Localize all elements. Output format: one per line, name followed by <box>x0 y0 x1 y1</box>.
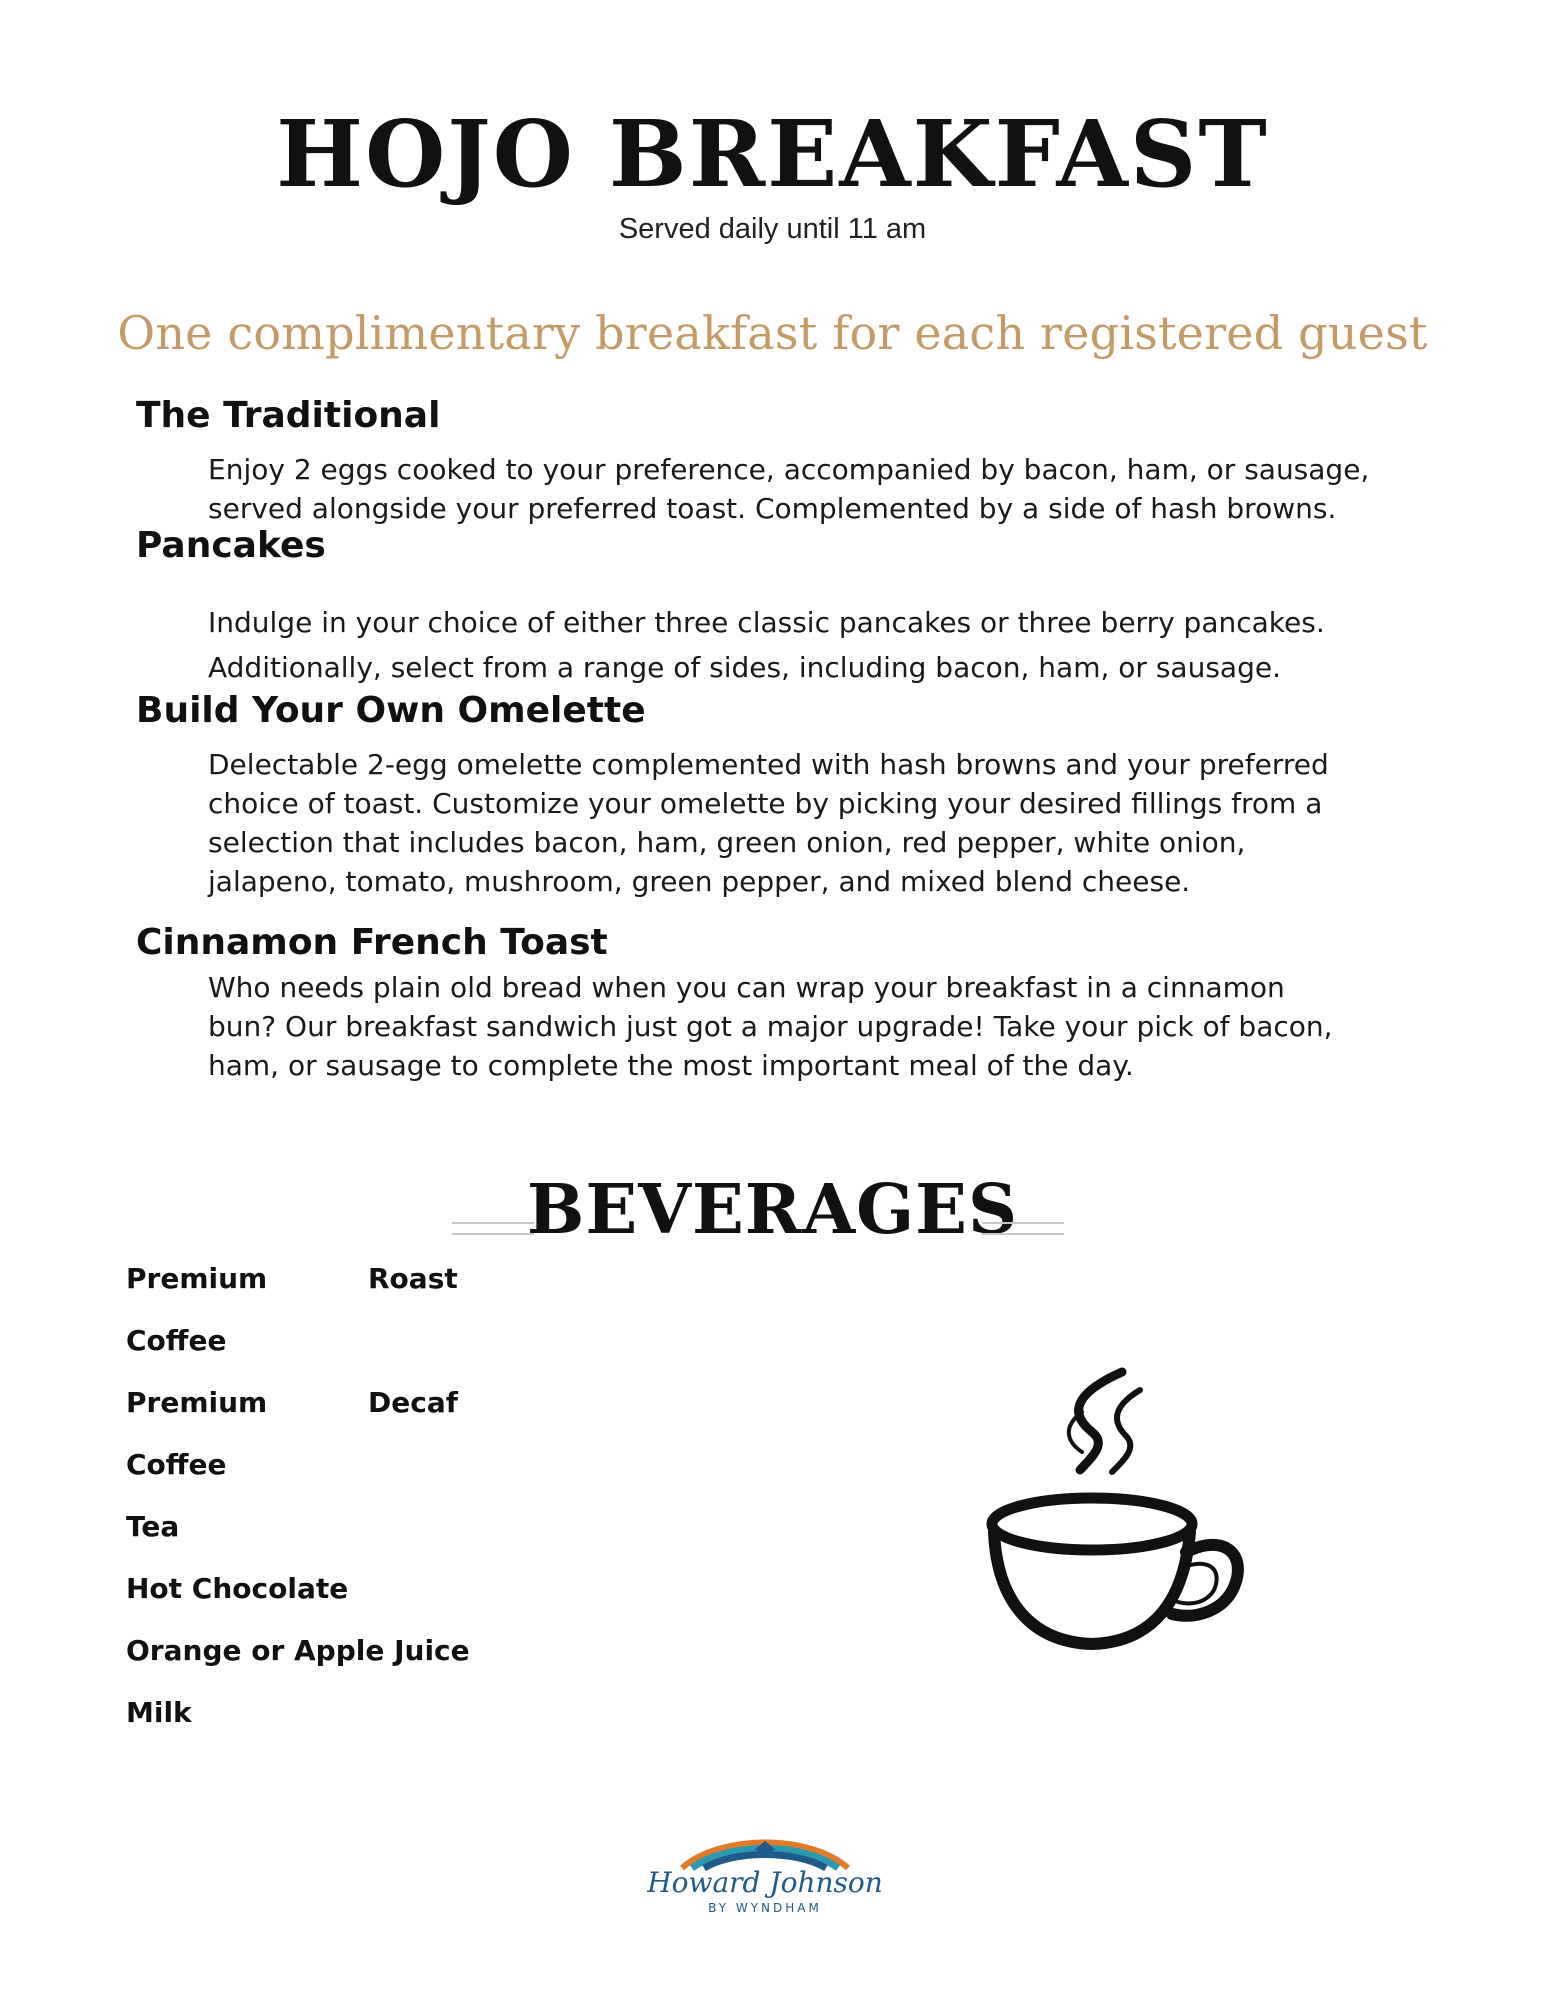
beverage-item: Coffee <box>126 1448 227 1481</box>
complimentary-tagline: One complimentary breakfast for each registered guest <box>117 306 1428 360</box>
beverages-title: BEVERAGES <box>526 1170 1019 1250</box>
menu-item-desc-pancakes <box>208 600 1408 690</box>
menu-item-title-traditional: The Traditional <box>136 395 441 436</box>
svg-text:Howard Johnson: Howard Johnson <box>647 1866 883 1899</box>
beverages-rule-right <box>982 1222 1064 1235</box>
menu-item-title-pancakes: Pancakes <box>136 525 326 566</box>
beverage-item-suffix: Decaf <box>368 1386 458 1419</box>
beverage-item: Hot Chocolate <box>126 1572 349 1605</box>
beverage-item: Milk <box>126 1696 192 1729</box>
desc-line: choice of toast. Customize your omelette by picking your desired fillings from a <box>208 787 1323 820</box>
beverage-item: Premium <box>126 1262 268 1295</box>
menu-item-desc-french-toast <box>208 968 1408 1085</box>
desc-line: Enjoy 2 eggs cooked to your preference, accompanied by bacon, ham, or sausage, <box>208 453 1370 486</box>
menu-item-title-omelette: Build Your Own Omelette <box>136 690 646 731</box>
desc-line: bun? Our breakfast sandwich just got a major upgrade! Take your pick of bacon, <box>208 1010 1333 1043</box>
menu-item-desc-traditional <box>208 450 1408 528</box>
menu-item-desc-omelette <box>208 745 1408 901</box>
menu-item-title-french-toast: Cinnamon French Toast <box>136 922 608 963</box>
desc-line: ham, or sausage to complete the most important meal of the day. <box>208 1049 1134 1082</box>
howard-johnson-logo <box>630 1820 920 1920</box>
beverage-item-suffix: Roast <box>368 1262 458 1295</box>
desc-line: Additionally, select from a range of sides, including bacon, ham, or sausage. <box>208 651 1281 684</box>
beverage-item: Tea <box>126 1510 180 1543</box>
beverage-item: Orange or Apple Juice <box>126 1634 470 1667</box>
desc-line: jalapeno, tomato, mushroom, green pepper, and mixed blend cheese. <box>208 865 1191 898</box>
desc-line: Who needs plain old bread when you can wrap your breakfast in a cinnamon <box>208 971 1285 1004</box>
desc-line: Indulge in your choice of either three classic pancakes or three berry pancakes. <box>208 606 1325 639</box>
desc-line: selection that includes bacon, ham, green onion, red pepper, white onion, <box>208 826 1246 859</box>
svg-text:BY WYNDHAM: BY WYNDHAM <box>708 1901 822 1915</box>
desc-line: served alongside your preferred toast. Complemented by a side of hash browns. <box>208 492 1337 525</box>
coffee-cup-icon <box>972 1352 1262 1652</box>
beverage-item: Coffee <box>126 1324 227 1357</box>
serving-hours: Served daily until 11 am <box>618 213 927 245</box>
page-title: HOJO BREAKFAST <box>276 100 1269 208</box>
desc-line: Delectable 2-egg omelette complemented with hash browns and your preferred <box>208 748 1329 781</box>
beverage-item: Premium <box>126 1386 268 1419</box>
